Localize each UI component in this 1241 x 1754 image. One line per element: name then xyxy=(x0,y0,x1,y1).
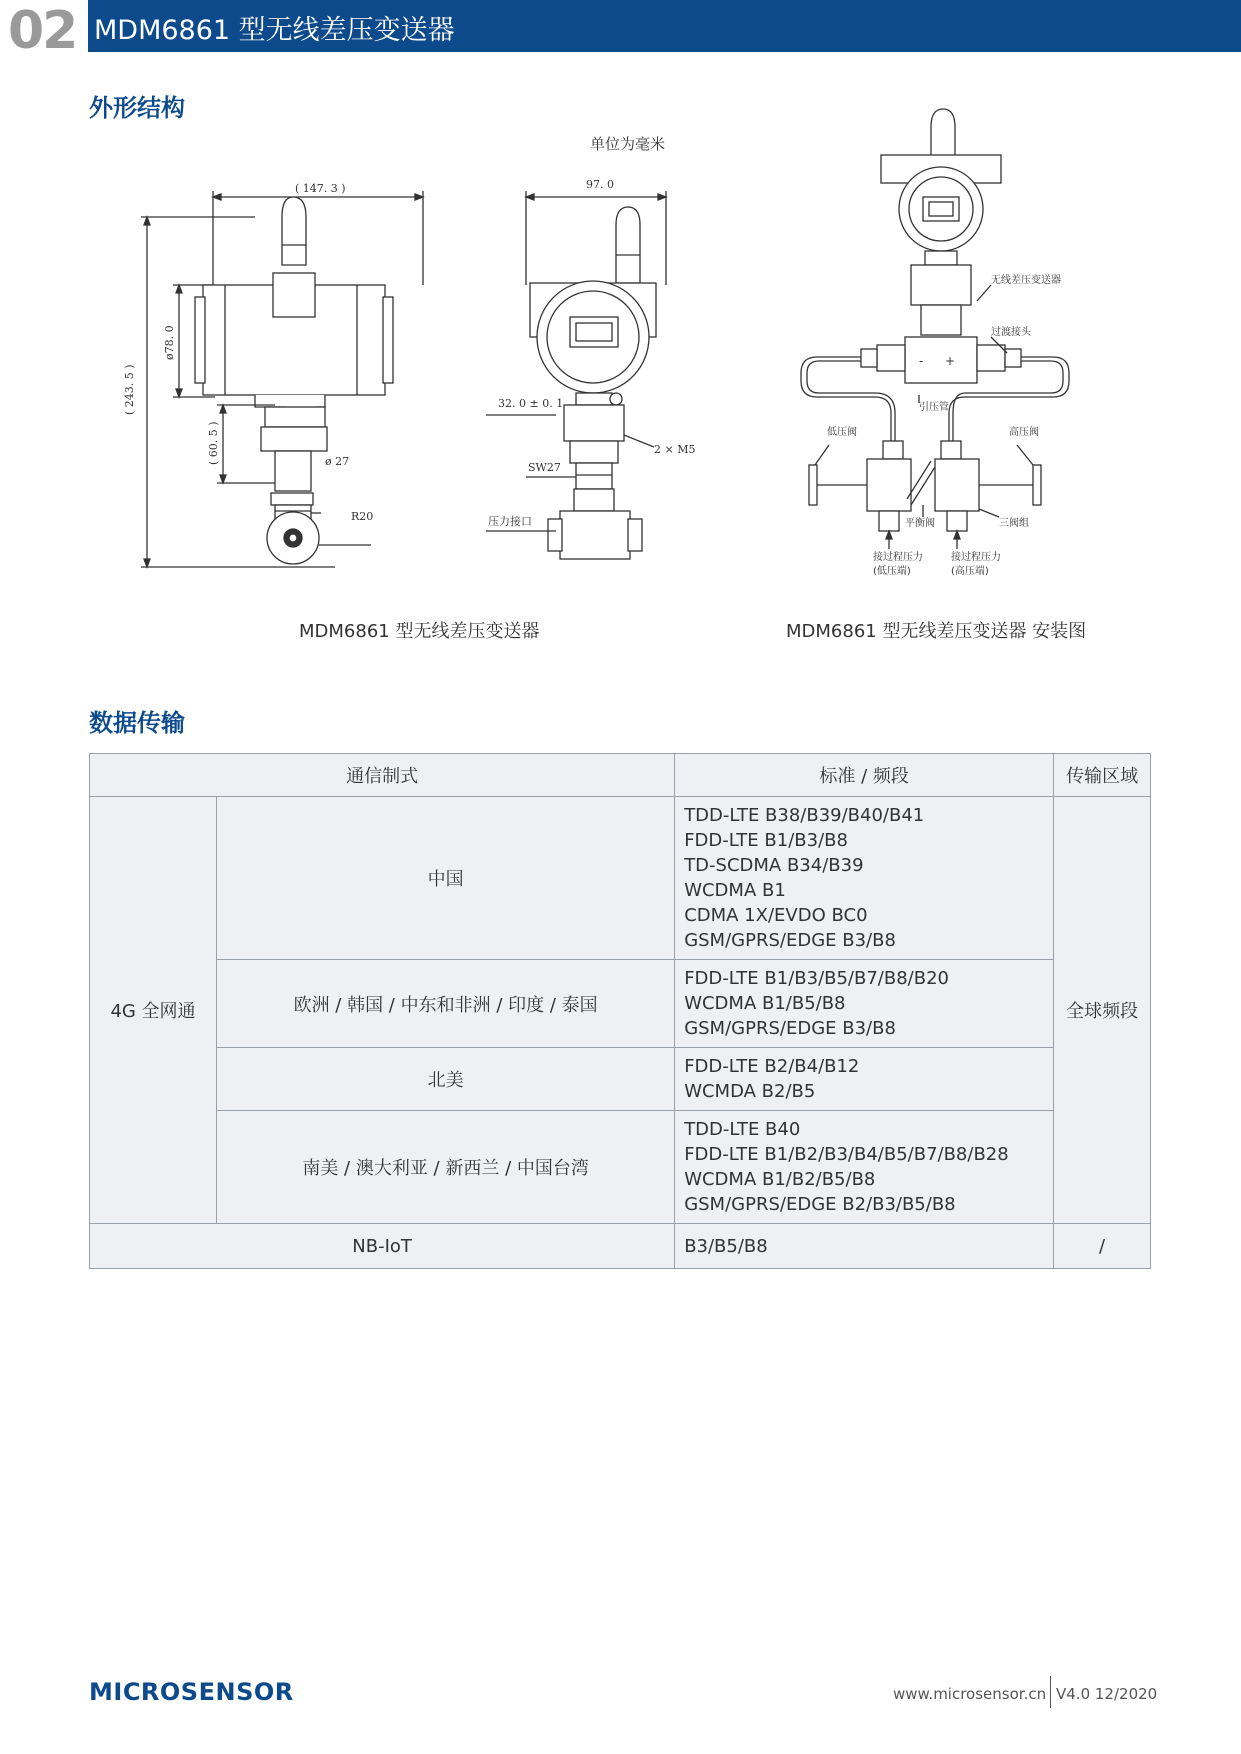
footer-divider xyxy=(1050,1676,1051,1708)
caption-left: MDM6861 型无线差压变送器 xyxy=(299,621,540,642)
nbiot-region: / xyxy=(1054,1224,1151,1269)
minus-sign: - xyxy=(919,354,924,368)
region-cell: 欧洲 / 韩国 / 中东和非洲 / 印度 / 泰国 xyxy=(217,960,675,1048)
bands-cell: FDD-LTE B1/B3/B5/B7/B8/B20 WCDMA B1/B5/B8 GSM/GPRS/EDGE B3/B8 xyxy=(675,960,1054,1048)
header-band: 标准 / 频段 xyxy=(675,754,1054,797)
dim-r20: R20 xyxy=(351,510,374,523)
label-lead-pipe: 引压管 xyxy=(919,402,949,413)
dim-sw27: SW27 xyxy=(528,461,561,474)
nbiot-bands: B3/B5/B8 xyxy=(675,1224,1054,1269)
bands-cell: TDD-LTE B38/B39/B40/B41 FDD-LTE B1/B3/B8 TD-SCDMA B34/B39 WCDMA B1 CDMA 1X/EVDO BC0 GSM/GPRS/EDGE B3/B8 xyxy=(675,797,1054,960)
table-row xyxy=(90,1224,1151,1269)
dim-width-side: ( 147. 3 ) xyxy=(295,182,346,195)
label-high-in: 接过程压力 xyxy=(951,552,1001,563)
header-bar xyxy=(88,0,1241,52)
header-comm: 通信制式 xyxy=(90,754,675,797)
dim-port: 压力接口 xyxy=(488,515,532,528)
label-low-valve: 低压阀 xyxy=(827,427,857,438)
dim-dia27: ø 27 xyxy=(325,455,350,468)
dim-m5: 2 × M5 xyxy=(654,443,696,456)
region-all: 全球频段 xyxy=(1054,797,1151,1224)
transmission-table xyxy=(89,753,1151,1269)
header-region: 传输区域 xyxy=(1054,754,1151,797)
label-high-side: (高压端) xyxy=(951,566,989,577)
dim-lower: ( 60. 5 ) xyxy=(207,421,220,465)
label-low-side: (低压端) xyxy=(873,566,911,577)
section-title-structure: 外形结构 xyxy=(89,94,185,122)
unit-label: 单位为毫米 xyxy=(590,135,666,153)
front-view-drawing xyxy=(486,175,696,575)
install-drawing xyxy=(795,105,1075,585)
bands-cell: FDD-LTE B2/B4/B12 WCMDA B2/B5 xyxy=(675,1048,1054,1111)
footer-url: www.microsensor.cn xyxy=(893,1685,1047,1703)
page-number: 02 xyxy=(8,1,77,61)
label-transmitter: 无线差压变送器 xyxy=(991,275,1061,286)
footer-logo: MICROSENSOR xyxy=(89,1678,294,1706)
dim-height-side: ( 243. 5 ) xyxy=(123,364,136,415)
dim-dia78: ø78. 0 xyxy=(163,325,176,360)
plus-sign: + xyxy=(945,354,956,368)
side-view-drawing xyxy=(125,175,435,575)
page-title: MDM6861 型无线差压变送器 xyxy=(94,15,455,46)
region-cell: 北美 xyxy=(217,1048,675,1111)
region-cell: 南美 / 澳大利亚 / 新西兰 / 中国台湾 xyxy=(217,1111,675,1224)
caption-right: MDM6861 型无线差压变送器 安装图 xyxy=(786,621,1087,642)
region-cell: 中国 xyxy=(217,797,675,960)
label-transition: 过渡接头 xyxy=(991,327,1031,338)
bands-cell: TDD-LTE B40 FDD-LTE B1/B2/B3/B4/B5/B7/B8/B28 WCDMA B1/B2/B5/B8 GSM/GPRS/EDGE B2/B3/B5/B8 xyxy=(675,1111,1054,1224)
section-title-data: 数据传输 xyxy=(89,709,185,737)
label-high-valve: 高压阀 xyxy=(1009,427,1039,438)
table-row xyxy=(90,960,1151,1048)
label-three-valve: 三阀组 xyxy=(999,518,1029,529)
dim-width-front: 97. 0 xyxy=(586,178,614,191)
label-balance-valve: 平衡阀 xyxy=(905,518,935,529)
table-row xyxy=(90,1111,1151,1224)
dim-32: 32. 0 ± 0. 1 xyxy=(498,397,564,410)
label-low-in: 接过程压力 xyxy=(873,552,923,563)
table-row xyxy=(90,797,1151,960)
nbiot-label: NB-IoT xyxy=(90,1224,675,1269)
footer-version: V4.0 12/2020 xyxy=(1056,1685,1158,1703)
group-label: 4G 全网通 xyxy=(90,797,217,1224)
table-row xyxy=(90,1048,1151,1111)
